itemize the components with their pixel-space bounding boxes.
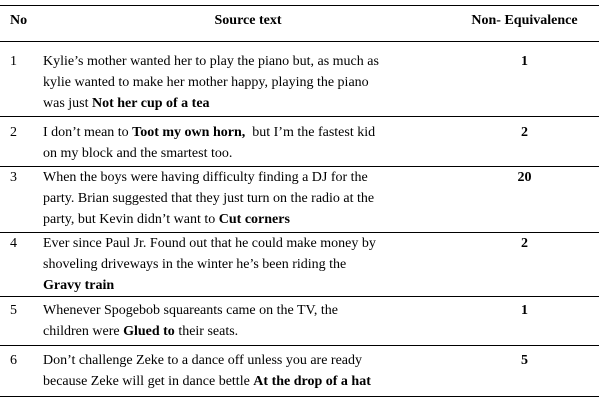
source-line bbox=[43, 275, 453, 296]
row-number: 6 bbox=[10, 353, 17, 368]
source-line bbox=[43, 93, 453, 114]
source-text: I don’t mean to bbox=[43, 125, 133, 140]
idiom-text: Toot my own horn, bbox=[132, 125, 246, 140]
header-source-text: Source text bbox=[214, 13, 282, 28]
source-line bbox=[43, 321, 453, 342]
non-equivalence-value: 2 bbox=[521, 236, 528, 251]
source-text-cell bbox=[43, 233, 453, 296]
source-line: Don’t challenge Zeke to a dance off unless you are ready bbox=[43, 353, 363, 368]
source-line bbox=[43, 122, 453, 143]
source-line: Whenever Spogebob squareants came on the TV, the bbox=[43, 303, 338, 318]
source-text: their seats. bbox=[174, 324, 239, 339]
non-equivalence-value: 2 bbox=[521, 125, 528, 140]
source-text: was just bbox=[43, 96, 92, 111]
header-non-equivalence: Non- Equivalence bbox=[471, 13, 578, 28]
source-line: on my block and the smartest too. bbox=[43, 146, 233, 161]
source-line: When the boys were having difficulty finding a DJ for the bbox=[43, 170, 368, 185]
row-number: 3 bbox=[10, 170, 17, 185]
header-bottom-rule bbox=[0, 41, 599, 42]
row-number: 1 bbox=[10, 54, 17, 69]
source-line: party. Brian suggested that they just turn on the radio at the bbox=[43, 191, 375, 206]
source-text-cell bbox=[43, 350, 453, 392]
table-top-rule bbox=[0, 5, 599, 6]
row-number: 2 bbox=[10, 125, 17, 140]
source-text: party, but Kevin didn’t want to bbox=[43, 212, 219, 227]
non-equivalence-value: 5 bbox=[521, 353, 528, 368]
row-divider bbox=[0, 345, 599, 346]
row-number: 5 bbox=[10, 303, 17, 318]
row-divider bbox=[0, 296, 599, 297]
source-text-cell bbox=[43, 51, 453, 114]
source-text: children were bbox=[43, 324, 124, 339]
source-text-cell bbox=[43, 300, 453, 342]
source-text-cell bbox=[43, 167, 453, 230]
idiom-text: Not her cup of a tea bbox=[92, 96, 210, 111]
source-line: shoveling driveways in the winter he’s been riding the bbox=[43, 257, 347, 272]
source-line bbox=[43, 209, 453, 230]
non-equivalence-value: 1 bbox=[521, 303, 528, 318]
source-line: kylie wanted to make her mother happy, playing the piano bbox=[43, 75, 369, 90]
source-text-cell bbox=[43, 122, 453, 164]
header-no: No bbox=[10, 13, 28, 28]
source-text: because Zeke will get in dance bettle bbox=[43, 374, 254, 389]
source-line bbox=[43, 371, 453, 392]
source-line: Kylie’s mother wanted her to play the piano but, as much as bbox=[43, 54, 379, 69]
table-bottom-rule bbox=[0, 396, 599, 397]
source-text: but I’m the fastest kid bbox=[245, 125, 376, 140]
idiom-text: Glued to bbox=[123, 324, 175, 339]
non-equivalence-value: 1 bbox=[521, 54, 528, 69]
idiom-text: Gravy train bbox=[43, 278, 115, 293]
non-equivalence-value: 20 bbox=[517, 170, 532, 185]
idiom-text: At the drop of a hat bbox=[253, 374, 371, 389]
idiom-text: Cut corners bbox=[218, 212, 290, 227]
row-divider bbox=[0, 116, 599, 117]
source-line: Ever since Paul Jr. Found out that he could make money by bbox=[43, 236, 376, 251]
row-number: 4 bbox=[10, 236, 17, 251]
